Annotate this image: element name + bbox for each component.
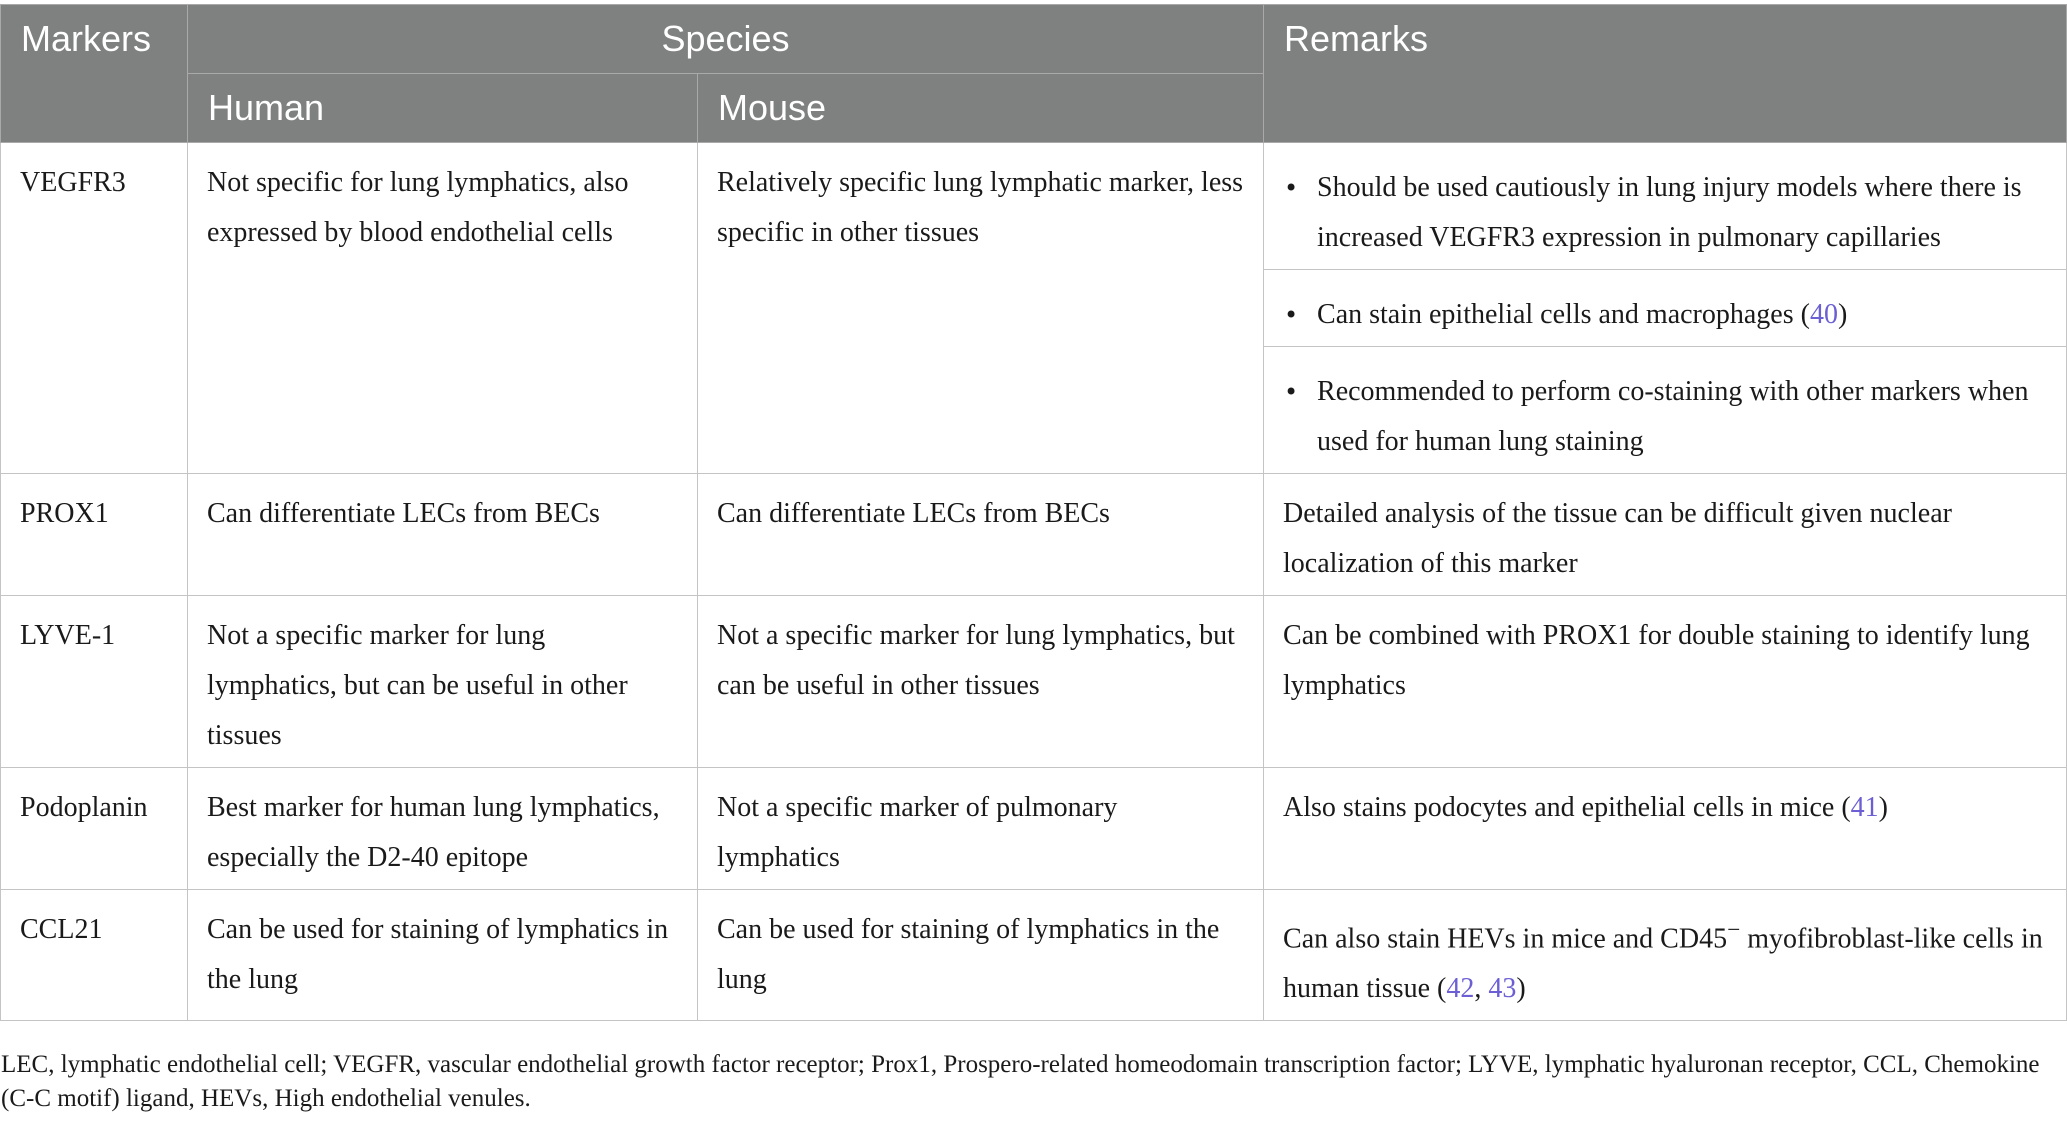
- mouse-cell: Relatively specific lung lymphatic marker, less specific in other tissues: [698, 143, 1264, 474]
- bullet-icon: •: [1284, 301, 1299, 329]
- header-species: Species: [188, 5, 1264, 74]
- human-cell: Not specific for lung lymphatics, also expressed by blood endothelial cells: [188, 143, 698, 474]
- remark-text: Should be used cautiously in lung injury models where there is increased VEGFR3 expression in pulmonary capillaries: [1317, 172, 2022, 253]
- remark-bullet-item: [1264, 347, 2066, 473]
- mouse-cell: Not a specific marker of pulmonary lymphatics: [698, 768, 1264, 890]
- marker-cell: Podoplanin: [1, 768, 188, 890]
- table-row: [1, 768, 2067, 890]
- remark-bullet-item: [1264, 270, 2066, 347]
- citation-link[interactable]: 40: [1809, 299, 1838, 330]
- superscript-minus: −: [1727, 917, 1741, 943]
- human-cell: Can be used for staining of lymphatics in the lung: [188, 890, 698, 1021]
- citation-link[interactable]: 41: [1850, 792, 1879, 823]
- marker-cell: PROX1: [1, 474, 188, 596]
- mouse-cell: Can be used for staining of lymphatics in the lung: [698, 890, 1264, 1021]
- table-row: [1, 890, 2067, 1021]
- header-human: Human: [188, 74, 698, 143]
- table-footnote: LEC, lymphatic endothelial cell; VEGFR, vascular endothelial growth factor receptor; Prox1, Prospero-related homeodomain transcription factor; LYVE, lymphatic hyaluronan receptor, CCL, Chemokine (C-C motif) ligand, HEVs, High endothelial venules.: [1, 1051, 2040, 1112]
- remark-text: Can stain epithelial cells and macrophages (40): [1317, 299, 1848, 330]
- marker-cell: LYVE-1: [1, 596, 188, 768]
- human-cell: Can differentiate LECs from BECs: [188, 474, 698, 596]
- table-row: [1, 143, 2067, 474]
- table-row: [1, 596, 2067, 768]
- citation-link[interactable]: 43: [1488, 973, 1517, 1005]
- human-cell: Not a specific marker for lung lymphatics, but can be useful in other tissues: [188, 596, 698, 768]
- table-row: [1, 474, 2067, 596]
- mouse-cell: Not a specific marker for lung lymphatics, but can be useful in other tissues: [698, 596, 1264, 768]
- header-remarks: Remarks: [1264, 5, 2067, 143]
- lymphatic-marker-table: [0, 4, 2067, 1021]
- marker-table-container: [0, 4, 2067, 1021]
- header-markers: Markers: [1, 5, 188, 143]
- bullet-icon: •: [1284, 378, 1299, 406]
- citation-link[interactable]: 42: [1446, 973, 1475, 1005]
- remarks-cell: Also stains podocytes and epithelial cells in mice (41): [1264, 768, 2067, 890]
- remarks-cell: [1264, 143, 2067, 474]
- mouse-cell: Can differentiate LECs from BECs: [698, 474, 1264, 596]
- remark-text: Recommended to perform co-staining with other markers when used for human lung staining: [1317, 376, 2029, 457]
- remark-bullet-item: [1264, 143, 2066, 270]
- remarks-cell: Can be combined with PROX1 for double staining to identify lung lymphatics: [1264, 596, 2067, 768]
- bullet-icon: •: [1284, 174, 1299, 202]
- marker-cell: CCL21: [1, 890, 188, 1021]
- remarks-cell: Can also stain HEVs in mice and CD45− myofibroblast-like cells in human tissue (42, 43): [1264, 890, 2067, 1021]
- marker-cell: VEGFR3: [1, 143, 188, 474]
- human-cell: Best marker for human lung lymphatics, especially the D2-40 epitope: [188, 768, 698, 890]
- remarks-cell: Detailed analysis of the tissue can be difficult given nuclear localization of this marker: [1264, 474, 2067, 596]
- header-mouse: Mouse: [698, 74, 1264, 143]
